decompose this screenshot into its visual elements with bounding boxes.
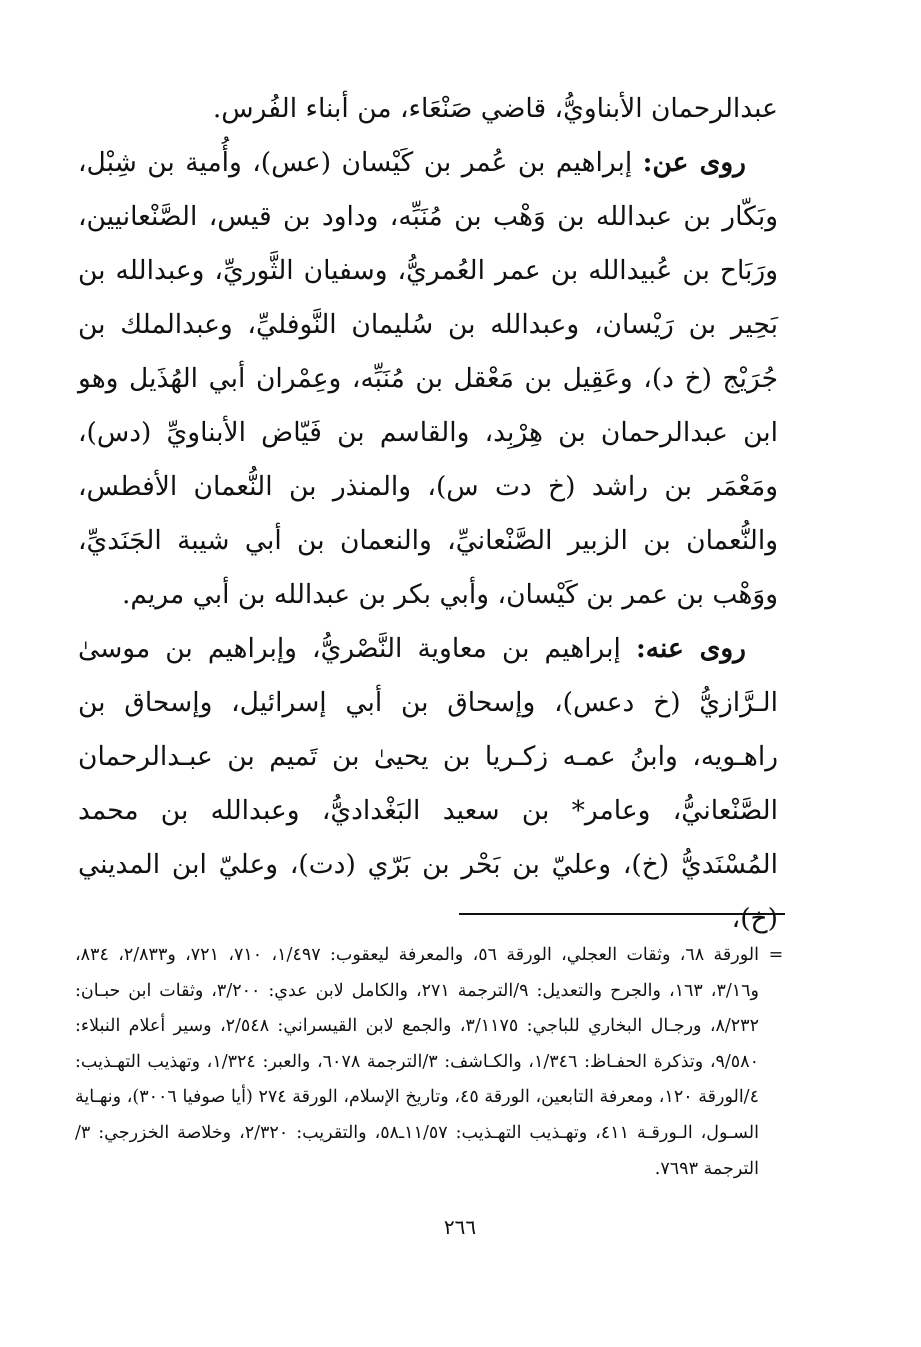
opening-line: عبدالرحمان الأبناويُّ، قاضي صَنْعَاء، من أبناء الفُرس. bbox=[212, 93, 778, 124]
page-number: ٢٦٦ bbox=[443, 1215, 477, 1239]
narrated-by-text: إبراهيم بن معاوية النَّصْريُّ، وإبراهيم بن موسىٰ الـرَّازيُّ (خ دعس)، وإسحاق بن أبي إسرائيل، وإسحاق بن راهـويه، وابنُ عمـه زكـريا بن يحيىٰ بن تَميم بن عبـدالرحمان الصَّنْعانيُّ، وعامر* بن سعيد البَغْداديُّ، وعبدالله بن محمد المُسْنَديُّ (خ)، وعليّ بن بَحْر بن بَرّي (دت)، وعليّ ابن المديني (خ)، bbox=[78, 633, 778, 934]
main-text bbox=[78, 82, 778, 946]
footnote-continuation-marker: = bbox=[768, 945, 784, 965]
narrated-from-text: إبراهيم بن عُمر بن كَيْسان (عس)، وأُمية بن شِبْل، وبَكّار بن عبدالله بن وَهْب بن مُنَبِّه، وداود بن قيس، الصَّنْعانيين، ورَبَاح بن عُبيدالله بن عمر العُمريُّ، وسفيان الثَّوريِّ، وعبدالله بن بَحِير بن رَيْسان، وعبدالله بن سُليمان النَّوفليِّ، وعبدالملك بن جُرَيْج (خ د)، وعَقِيل بن مَعْقل بن مُنَبِّه، وعِمْران أبي الهُذَيل وهو ابن عبدالرحمان بن هِرْبِد، والقاسم بن فَيّاض الأبناويِّ (دس)، ومَعْمَر بن راشد (خ دت س)، والمنذر بن النُّعمان الأفطس، والنُّعمان بن الزبير الصَّنْعانيِّ، والنعمان بن أبي شيبة الجَنَديِّ، ووَهْب بن عمر بن كَيْسان، وأبي بكر بن عبدالله بن أبي مريم. bbox=[78, 147, 778, 610]
narrated-from-paragraph bbox=[78, 136, 778, 622]
footnote bbox=[75, 938, 787, 1187]
footnote-text: الورقة ٦٨، وثقات العجلي، الورقة ٥٦، والمعرفة ليعقوب: ١/٤٩٧، ٧١٠، ٧٢١، و٢/٨٣٣، ٨٣٤، و٣/١٦، ١٦٣، والجرح والتعديل: ٩/الترجمة ٢٧١، والكامل لابن عدي: ٣/٢٠٠، وثقات ابن حبـان: ٨/٢٣٢، ورجـال البخاري للباجي: ٣/١١٧٥، والجمع لابن القيسراني: ٢/٥٤٨، وسير أعلام النبلاء: ٩/٥٨٠، وتذكرة الحفـاظ: ١/٣٤٦، والكـاشف: ٣/الترجمة ٦٠٧٨، والعبر: ١/٣٢٤، وتهذيب التهـذيب: ٤/الورقة ١٢٠، ومعرفة التابعين، الورقة ٤٥، وتاريخ الإسلام، الورقة ٢٧٤ (أيا صوفيا ٣٠٠٦)، ونهـاية السـول، الـورقـة ٤١١، وتهـذيب التهـذيب: ١١/٥٧ـ٥٨، والتقريب: ٢/٣٢٠، وخلاصة الخزرجي: ٣/الترجمة ٧٦٩٣. bbox=[75, 945, 759, 1179]
footnote-separator bbox=[459, 913, 785, 915]
narrated-by-paragraph bbox=[78, 622, 778, 946]
narrated-by-label: روى عنه: bbox=[635, 633, 746, 664]
narrated-from-label: روى عن: bbox=[642, 147, 746, 178]
